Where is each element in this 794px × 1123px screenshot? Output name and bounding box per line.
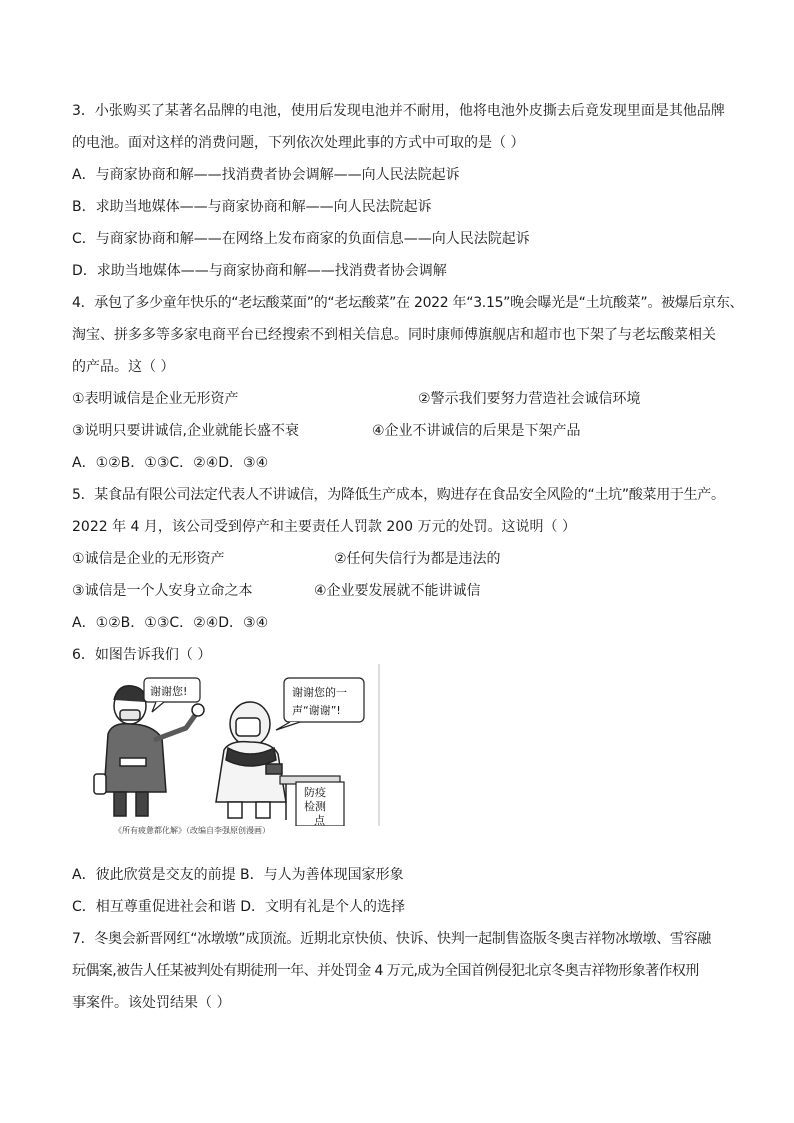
q4-statement-3: ③说明只要讲诚信,企业就能长盛不衰 <box>72 423 300 439</box>
q7-stem-line3: 事案件。该处罚结果（ ） <box>72 995 231 1011</box>
q5-stem-line1: 5．某食品有限公司法定代表人不讲诚信，为降低生产成本，购进存在食品安全风险的“土坑”酸菜用于生产。 <box>72 487 725 503</box>
q3-option-c: C．与商家协商和解——在网络上发布商家的负面信息——向人民法院起诉 <box>72 231 530 247</box>
q5-stem-line2: 2022 年 4 月，该公司受到停产和主要责任人罚款 200 万元的处罚。这说明（ ） <box>72 519 576 535</box>
health-worker-icon <box>216 702 286 818</box>
q3-option-b: B．求助当地媒体——与商家协商和解——向人民法院起诉 <box>72 199 432 215</box>
q3-option-d: D．求助当地媒体——与商家协商和解——找消费者协会调解 <box>72 263 447 279</box>
testing-point-sign <box>280 776 344 826</box>
q5-statement-1: ①诚信是企业的无形资产 <box>72 551 225 567</box>
q4-stem-line3: 的产品。这（ ） <box>72 359 175 375</box>
cartoon-figure <box>90 664 382 854</box>
q5-statement-4: ④企业要发展就不能讲诚信 <box>314 583 481 599</box>
q7-stem-line1: 7．冬奥会新晋网红“冰墩墩”成顶流。近期北京快侦、快诉、快判一起制售盗版冬奥吉祥物冰墩墩、雪容融 <box>72 931 712 947</box>
q4-statement-2: ②警示我们要努力营造社会诚信环境 <box>418 391 641 407</box>
q4-statement-4: ④企业不讲诚信的后果是下架产品 <box>372 423 581 439</box>
q5-answers: A．①②B．①③C．②④D．③④ <box>72 615 269 631</box>
q6-stem: 6．如图告诉我们（ ） <box>72 647 212 663</box>
left-bubble-text: 谢谢您! <box>150 685 188 698</box>
q4-stem-line1: 4．承包了多少童年快乐的“老坛酸菜面”的“老坛酸菜”在 2022 年“3.15”晚会曝光是“土坑酸菜”。被爆后京东、 <box>72 295 744 311</box>
q6-options-line2: C．相互尊重促进社会和谐 D．文明有礼是个人的选择 <box>72 899 406 915</box>
q4-stem-line2: 淘宝、拼多多等多家电商平台已经搜索不到相关信息。同时康师傅旗舰店和超市也下架了与老坛酸菜相关 <box>72 327 716 343</box>
sign-line2: 检测 <box>304 800 326 813</box>
left-person-icon <box>94 686 204 816</box>
cartoon-illustration <box>90 664 382 826</box>
sign-line3: 点 <box>314 814 325 826</box>
sign-line1: 防疫 <box>304 786 326 799</box>
right-bubble-line1: 谢谢您的一 <box>292 686 347 699</box>
q3-option-a: A．与商家协商和解——找消费者协会调解——向人民法院起诉 <box>72 167 460 183</box>
q5-statement-3: ③诚信是一个人安身立命之本 <box>72 583 253 599</box>
q4-answers: A．①②B．①③C．②④D．③④ <box>72 455 269 471</box>
q5-statement-2: ②任何失信行为都是违法的 <box>334 551 501 567</box>
q4-statement-1: ①表明诚信是企业无形资产 <box>72 391 239 407</box>
right-bubble-line2: 声“谢谢”! <box>292 704 341 717</box>
right-speech-bubble <box>276 678 364 730</box>
cartoon-caption: 《所有疲惫都化解》（改编自李强原创漫画） <box>114 826 270 835</box>
q6-options-line1: A．彼此欣赏是交友的前提 B．与人为善体现国家形象 <box>72 867 404 883</box>
q7-stem-line2: 玩偶案,被告人任某被判处有期徒刑一年、并处罚金 4 万元,成为全国首例侵犯北京冬奥吉祥物形象著作权刑 <box>72 963 699 979</box>
q3-stem-line2: 的电池。面对这样的消费问题，下列依次处理此事的方式中可取的是（ ） <box>72 135 525 151</box>
q3-stem-line1: 3．小张购买了某著名品牌的电池，使用后发现电池并不耐用，他将电池外皮撕去后竟发现里面是其他品牌 <box>72 103 725 119</box>
left-speech-bubble <box>144 678 200 712</box>
